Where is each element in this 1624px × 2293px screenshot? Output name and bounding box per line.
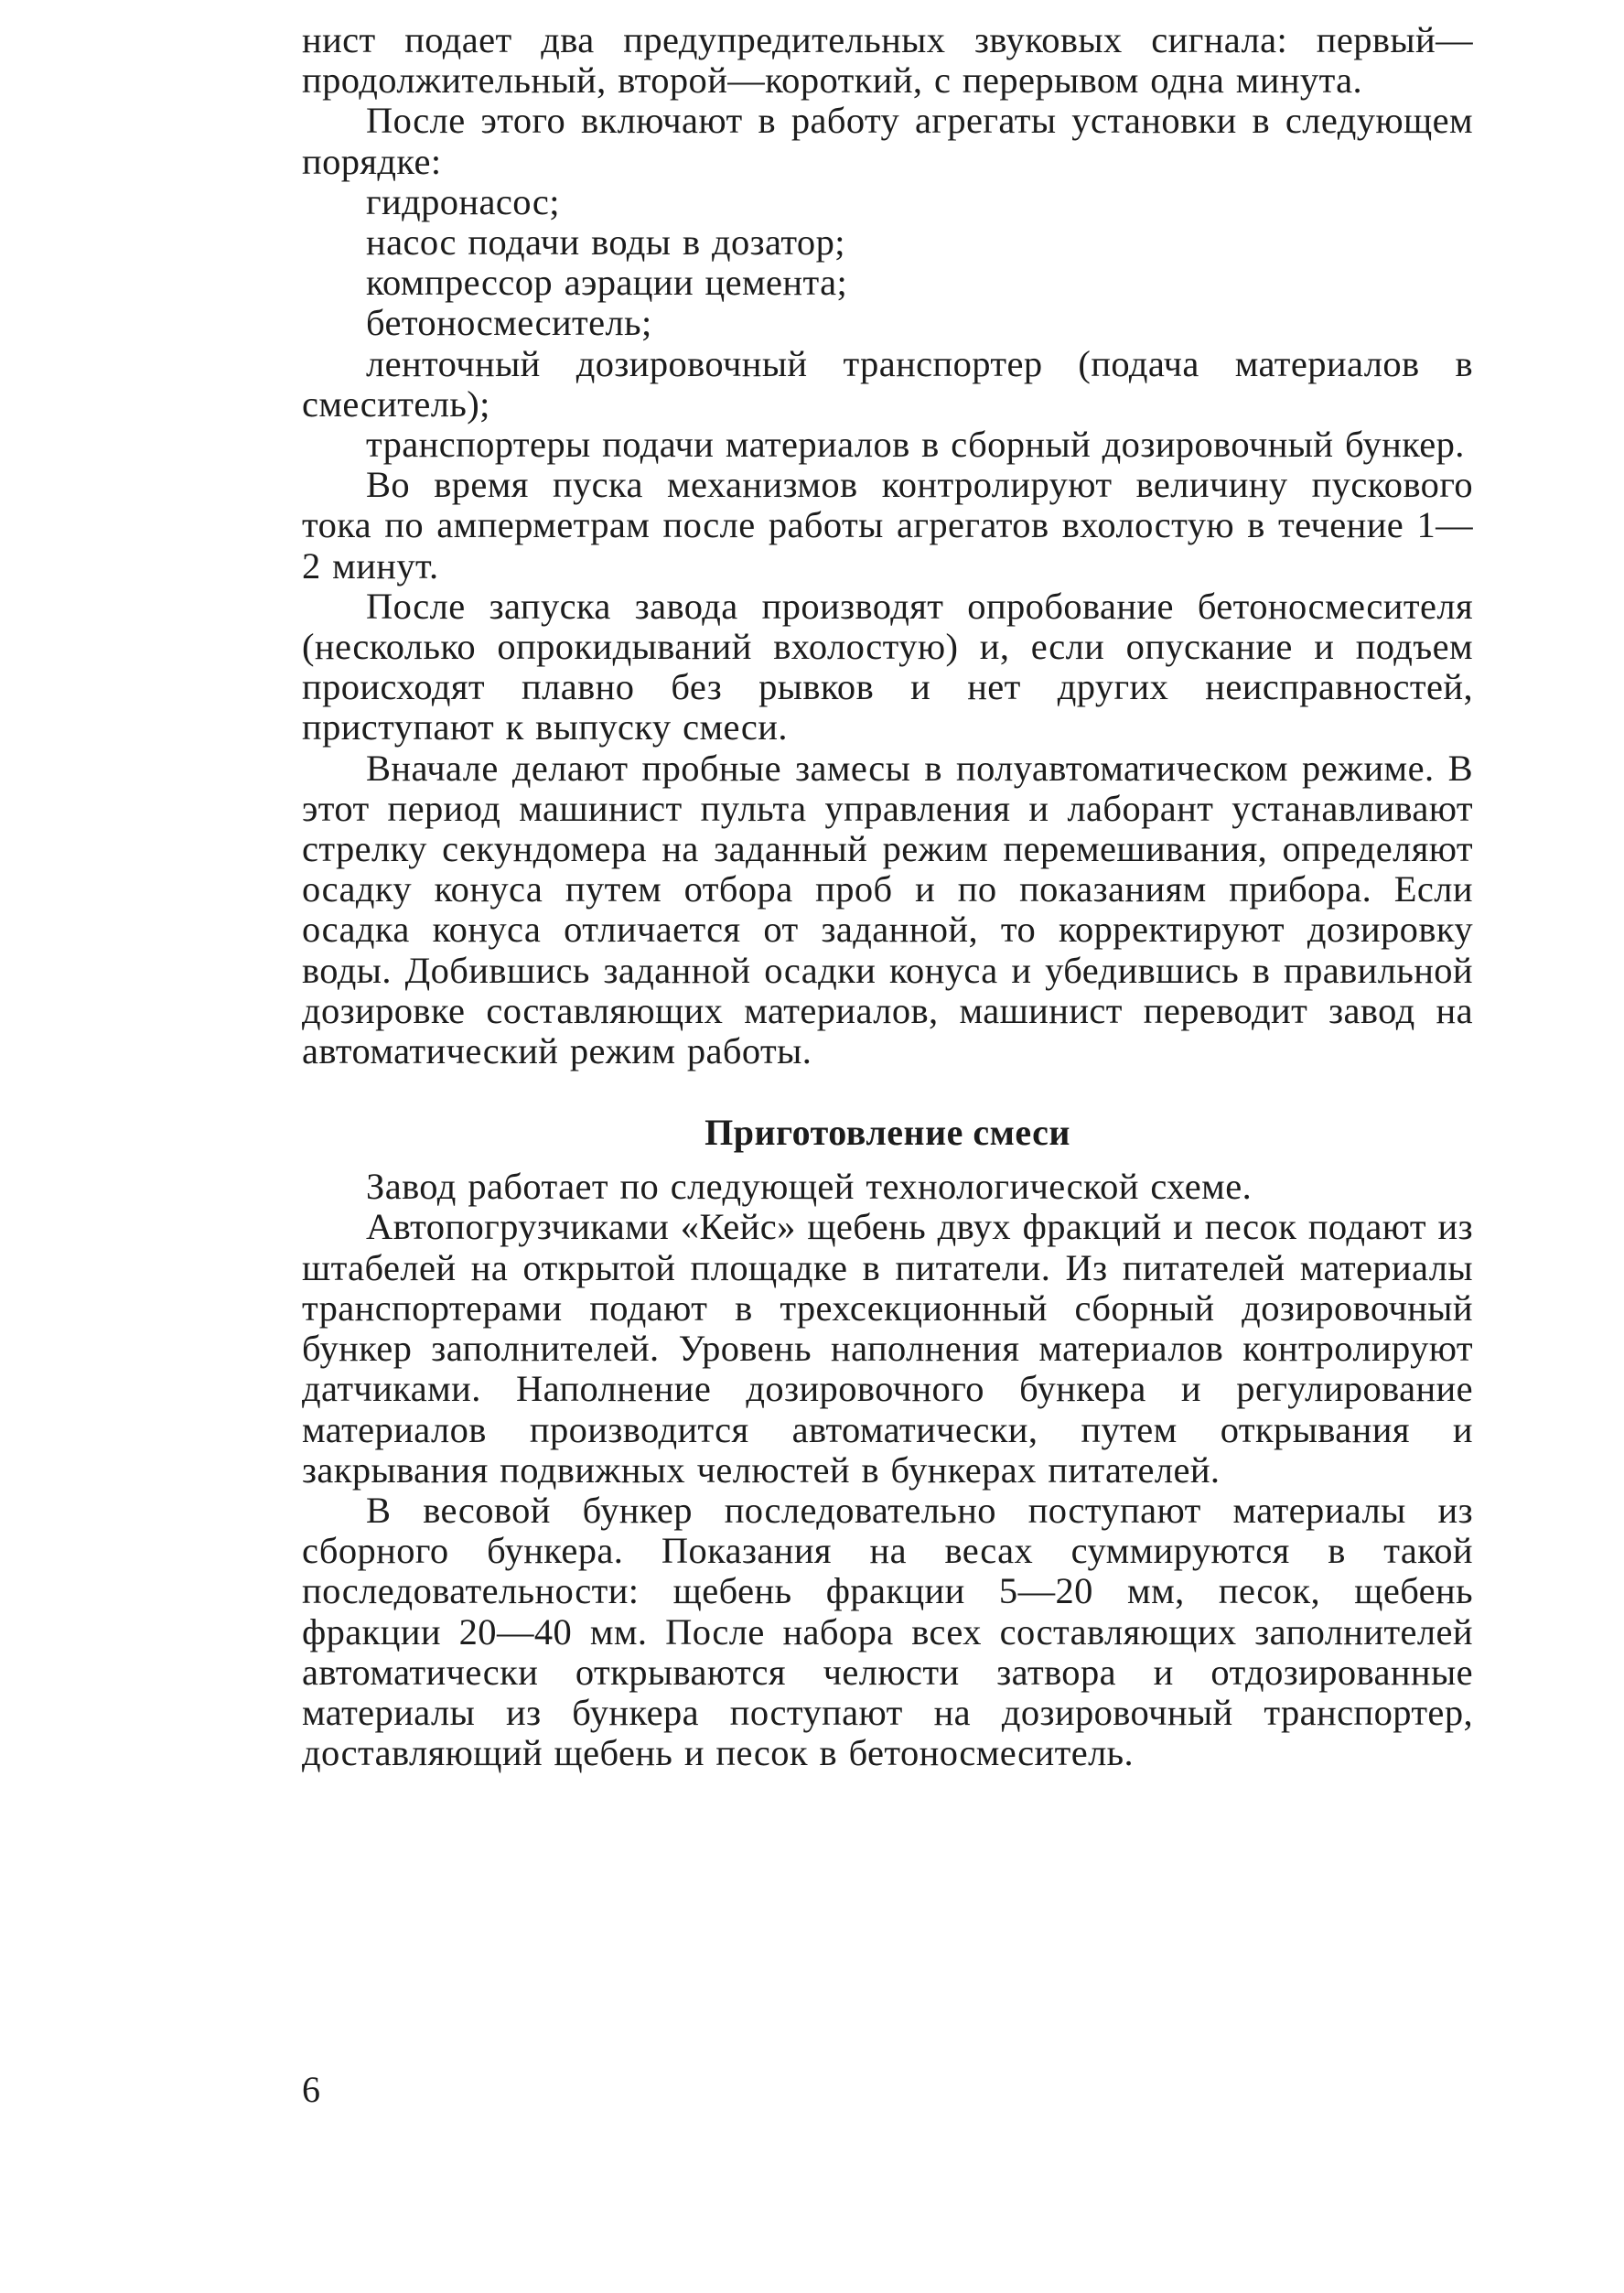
list-item: транспортеры подачи материалов в сборный дозировочный бункер.: [366, 424, 1465, 466]
text-column: [302, 20, 1473, 1773]
paragraph-continued: нист подает два предупредительных звуковых сигнала: первый—продолжительный, второй—короткий, с перерывом одна минута.: [302, 19, 1473, 102]
paragraph-trial-batches: Вначале делают пробные замесы в полуавтоматическом режиме. В этот период машинист пульта управления и лаборант устанавливают стрелку секундомера на заданный режим перемешивания, определяют осадку конуса путем отбора проб и по показаниям прибора. Если осадка конуса отличается от заданной, то корректируют дозировку воды. Добившись заданной осадки конуса и убедившись в правильной дозировке составляющих материалов, машинист переводит завод на автоматический режим работы.: [302, 747, 1473, 1072]
list-item: гидронасос;: [366, 180, 560, 222]
paragraph-startup-order: После этого включают в работу агрегаты установки в следующем порядке:: [302, 100, 1473, 182]
section-heading: Приготовление смеси: [704, 1112, 1070, 1154]
paragraph-loaders: Автопогрузчиками «Кейс» щебень двух фракций и песок подают из штабелей на открытой площадке в питатели. Из питателей материалы транспортерами подают в трехсекционный сборный дозировочный бункер заполнителей. Уровень наполнения материалов контролируют датчиками. Наполнение дозировочного бункера и регулирование материалов производится автоматически, путем открывания и закрывания подвижных челюстей в бункерах питателей.: [302, 1206, 1473, 1491]
page-number: 6: [302, 2069, 320, 2110]
startup-sequence-list: [302, 182, 1473, 465]
list-item: бетоносмеситель;: [366, 302, 652, 344]
list-item: насос подачи воды в дозатор;: [366, 221, 845, 264]
paragraph-mixer-test: После запуска завода производят опробование бетоносмесителя (несколько опрокидываний вхолостую) и, если опускание и подъем происходят плавно без рывков и нет других неисправностей, приступают к выпуску смеси.: [302, 585, 1473, 748]
list-item: компрессор аэрации цемента;: [366, 262, 848, 304]
paragraph-process-scheme: Завод работает по следующей технологической схеме.: [366, 1166, 1253, 1208]
paragraph-starting-current: Во время пуска механизмов контролируют величину пускового тока по амперметрам после работы агрегатов вхолостую в течение 1—2 минут.: [302, 464, 1473, 587]
list-item: ленточный дозировочный транспортер (подача материалов в смеситель);: [302, 342, 1473, 425]
paragraph-weigh-hopper: В весовой бункер последовательно поступают материалы из сборного бункера. Показания на весах суммируются в такой последовательности: щебень фракции 5—20 мм, песок, щебень фракции 20—40 мм. После набора всех составляющих заполнителей автоматически открываются челюсти затвора и отдозированные материалы из бункера поступают на дозировочный транспортер, доставляющий щебень и песок в бетоносмеситель.: [302, 1489, 1473, 1774]
